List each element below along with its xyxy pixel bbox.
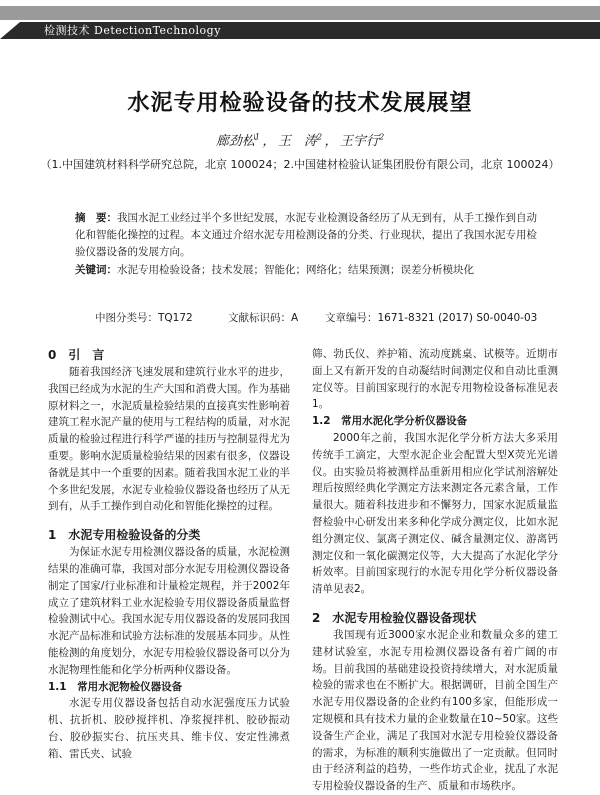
abstract-label: 摘 要： bbox=[75, 212, 117, 224]
body-paragraph: 水泥专用仪器设备包括自动水泥强度压力试验机、抗折机、胶砂搅拌机、净浆搅拌机、胶砂振动台、胶砂振实台、抗压夹具、维卡仪、安定性沸煮箱、雷氏夹、试验 bbox=[48, 697, 290, 760]
right-column bbox=[312, 346, 558, 795]
author-affil-mark: 2 bbox=[316, 132, 323, 142]
section-label-cn: 检测技术 bbox=[44, 24, 90, 37]
subsection-heading: 1.1 常用水泥物检仪器设备 bbox=[48, 680, 183, 693]
body-paragraph: 我国现有近3000家水泥企业和数量众多的建工建材试验室，水泥专用检测仪器设备有着广阔的市场。目前我国的基础建设投资持续增大，对水泥质量检验的需求也在不断扩大。根据调研，目前全国生产水泥专用仪器设备的企业约有100多家，但能形成一定规模和具有技术力量的企业数量在10~50家。这些设备生产企业，满足了我国对水泥专用检验仪器设备的需求，为标准的顺利实施做出了一定贡献。但同时由于经济利益的趋势，一些作坊式企业，扰乱了水泥专用检验仪器设备的生产、质量和市场秩序。 bbox=[312, 628, 558, 793]
header-dark-stripe bbox=[0, 22, 600, 39]
keywords bbox=[75, 262, 540, 279]
author-name: 王 涛 bbox=[277, 134, 317, 149]
section-label-en: DetectionTechnology bbox=[94, 24, 221, 37]
header-gray-stripe bbox=[0, 6, 600, 20]
body-paragraph: 筛、勃氏仪、养护箱、流动度跳桌、试模等。近期市面上又有新开发的自动凝结时间测定仪和自动比重测定仪等。目前国家现行的水泥专用物检设备标准见表1。 bbox=[312, 348, 558, 411]
header-corner-notch bbox=[0, 22, 20, 39]
body-paragraph: 2000年之前，我国水泥化学分析方法大多采用传统手工滴定，大型水泥企业会配置大型X荧光光谱仪。由实验员将被测样品重新用相应化学试剂溶解处理后按照经典化学测定方法来测定各元素含量，工作量很大。随着科技进步和不懈努力，国家水泥质量监督检验中心研发出来多种化学成分测定仪，比如水泥组分测定仪、氯离子测定仪、碱含量测定仪、游离钙测定仪和一氧化碳测定仪等，大大提高了水泥化学分析效率。目前国家现行的水泥专用化学分析仪器设备清单见表2。 bbox=[312, 431, 558, 596]
article-title: 水泥专用检验设备的技术发展展望 bbox=[127, 91, 473, 116]
section-heading: 1 水泥专用检验设备的分类 bbox=[48, 528, 201, 543]
document-code: 文献标识码：A bbox=[228, 312, 299, 324]
author-affil-mark: 2 bbox=[379, 132, 385, 142]
author-name: 王宇行 bbox=[340, 134, 380, 149]
journal-header bbox=[0, 0, 600, 40]
keywords-label: 关键词： bbox=[75, 264, 117, 276]
section-heading: 0 引 言 bbox=[48, 348, 105, 362]
left-column bbox=[48, 346, 290, 763]
author-name: 廊劲松 bbox=[215, 134, 255, 149]
abstract-text: 我国水泥工业经过半个多世纪发展，水泥专业检测设备经历了从无到有，从手工操作到自动化和智能化操控的过程。本文通过介绍水泥专用检测设备的分类、行业现状，提出了我国水泥专用检验仪器设备的发展方向。 bbox=[75, 212, 537, 258]
section-label bbox=[44, 22, 221, 39]
body-paragraph: 随着我国经济飞速发展和建筑行业水平的进步，我国已经成为水泥的生产大国和消费大国。作为基础原材料之一，水泥质量检验结果的直接真实性影响着建筑工程水泥产量的使用与工程结构的质量，对水泥质量的检验过程进行科学严谨的挂历与控制显得尤为重要。影响水泥质量检验结果的因素有很多，仪器设备就是其中一个重要的因素。随着我国水泥工业的半个多世纪发展，水泥专业检验仪器设备也经历了从无到有，从手工操作到自动化和智能化操控的过程。 bbox=[48, 366, 290, 513]
abstract bbox=[75, 210, 540, 261]
subsection-heading: 1.2 常用水泥化学分析仪器设备 bbox=[312, 415, 468, 428]
keywords-text: 水泥专用检验设备；技术发展；智能化；网络化；结果预测；误差分析模块化 bbox=[117, 264, 474, 276]
author-line: 廊劲松$^1$ ， 王 涛$^2$ ， 王宇行$^2$ bbox=[215, 132, 385, 149]
section-heading: 2 水泥专用检验仪器设备现状 bbox=[312, 610, 477, 625]
body-paragraph: 为保证水泥专用检测仪器设备的质量，水泥检测结果的准确可靠，我国对部分水泥专用检测仪器设备制定了国家/行业标准和计量检定规程，并于2002年成立了建筑材料工业水泥检验专用仪器设备质量监督检验测试中心。我国水泥专用仪器设备的发展同我国水泥产品标准和试验方法标准的发展基本同步。从性能检测的角度划分，水泥专用检验仪器设备可以分为水泥物理性能和化学分析两种仪器设备。 bbox=[48, 546, 290, 676]
author-affil-mark: 1 bbox=[254, 132, 260, 142]
affiliation: （1.中国建筑材料科学研究总院，北京 100024；2.中国建材检验认证集团股份有限公司，北京 100024） bbox=[40, 158, 560, 171]
clc-number: 中图分类号：TQ172 bbox=[95, 312, 193, 324]
article-number: 文章编号：1671-8321 (2017) S0-0040-03 bbox=[325, 312, 538, 324]
